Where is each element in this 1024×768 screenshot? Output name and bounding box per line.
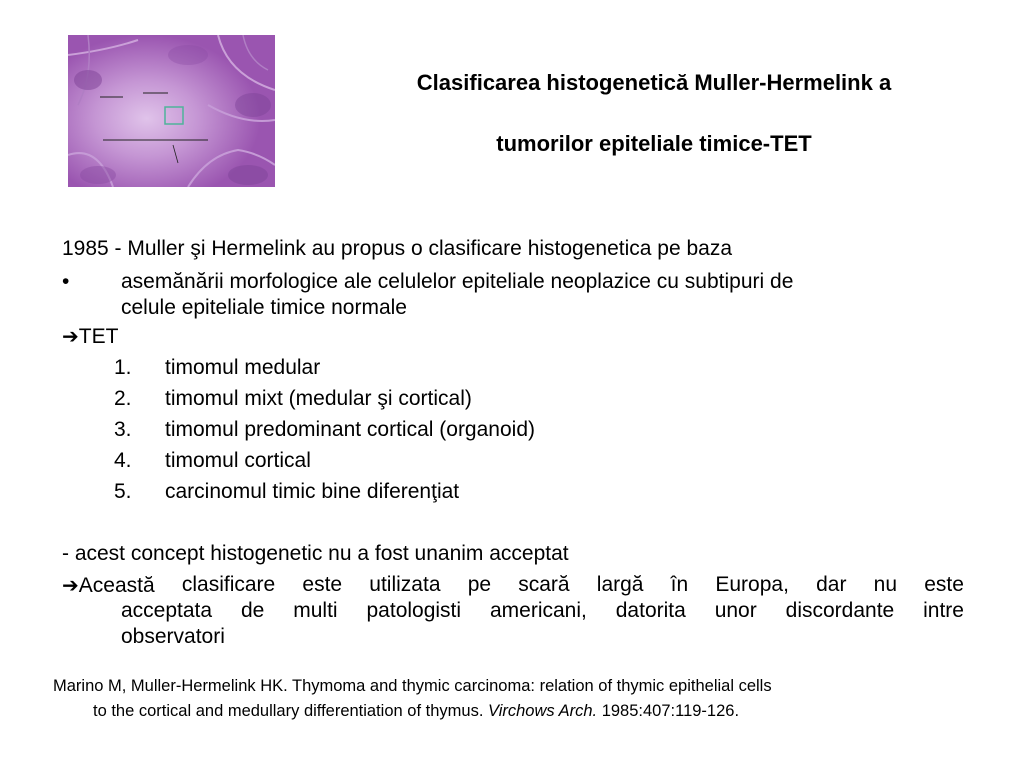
conclusion-line-3: observatori bbox=[121, 625, 225, 648]
numbered-item-1: 1. timomul medular bbox=[114, 356, 321, 379]
numbered-item-3: 3. timomul predominant cortical (organoid) bbox=[114, 418, 535, 441]
tet-line bbox=[62, 323, 118, 350]
conclusion-line-2: acceptata de multi patologisti americani, datorita unor discordante intre bbox=[121, 599, 964, 622]
numbered-item-4: 4. timomul cortical bbox=[114, 449, 311, 472]
title-line-1: Clasificarea histogenetică Muller-Hermelink a bbox=[416, 70, 892, 95]
bullet-marker: • bbox=[62, 270, 70, 293]
numbered-item-5: 5. carcinomul timic bine diferenţiat bbox=[114, 480, 460, 503]
conclusion-paragraph bbox=[62, 572, 964, 648]
concept-text: - acest concept histogenetic nu a fost unanim acceptat bbox=[62, 542, 569, 565]
slide-title bbox=[300, 52, 1008, 174]
bullet-line-2: celule epiteliale timice normale bbox=[121, 296, 407, 319]
arrow-icon: ➔ bbox=[62, 573, 79, 597]
bullet-line-1: asemănării morfologice ale celulelor epiteliale neoplazice cu subtipuri de bbox=[121, 270, 794, 293]
reference-line-1: Marino M, Muller-Hermelink HK. Thymoma and thymic carcinoma: relation of thymic epithelial cells bbox=[53, 677, 772, 695]
numbered-item-2: 2. timomul mixt (medular şi cortical) bbox=[114, 387, 472, 410]
arrow-icon: ➔ bbox=[62, 324, 79, 348]
histology-micrograph bbox=[68, 35, 275, 187]
histology-image bbox=[68, 35, 275, 187]
journal-name: Virchows Arch. bbox=[488, 702, 598, 720]
reference-citation bbox=[53, 674, 953, 724]
conclusion-line-1: ➔Această clasificare este utilizata pe scară largă în Europa, dar nu este bbox=[62, 573, 964, 597]
tet-label: TET bbox=[78, 325, 119, 348]
reference-line-2: to the cortical and medullary differentiation of thymus. Virchows Arch. 1985:407:119-126. bbox=[93, 702, 740, 720]
intro-text: 1985 - Muller şi Hermelink au propus o clasificare histogenetica pe baza bbox=[62, 237, 733, 260]
title-line-2: tumorilor epiteliale timice-TET bbox=[496, 131, 812, 156]
